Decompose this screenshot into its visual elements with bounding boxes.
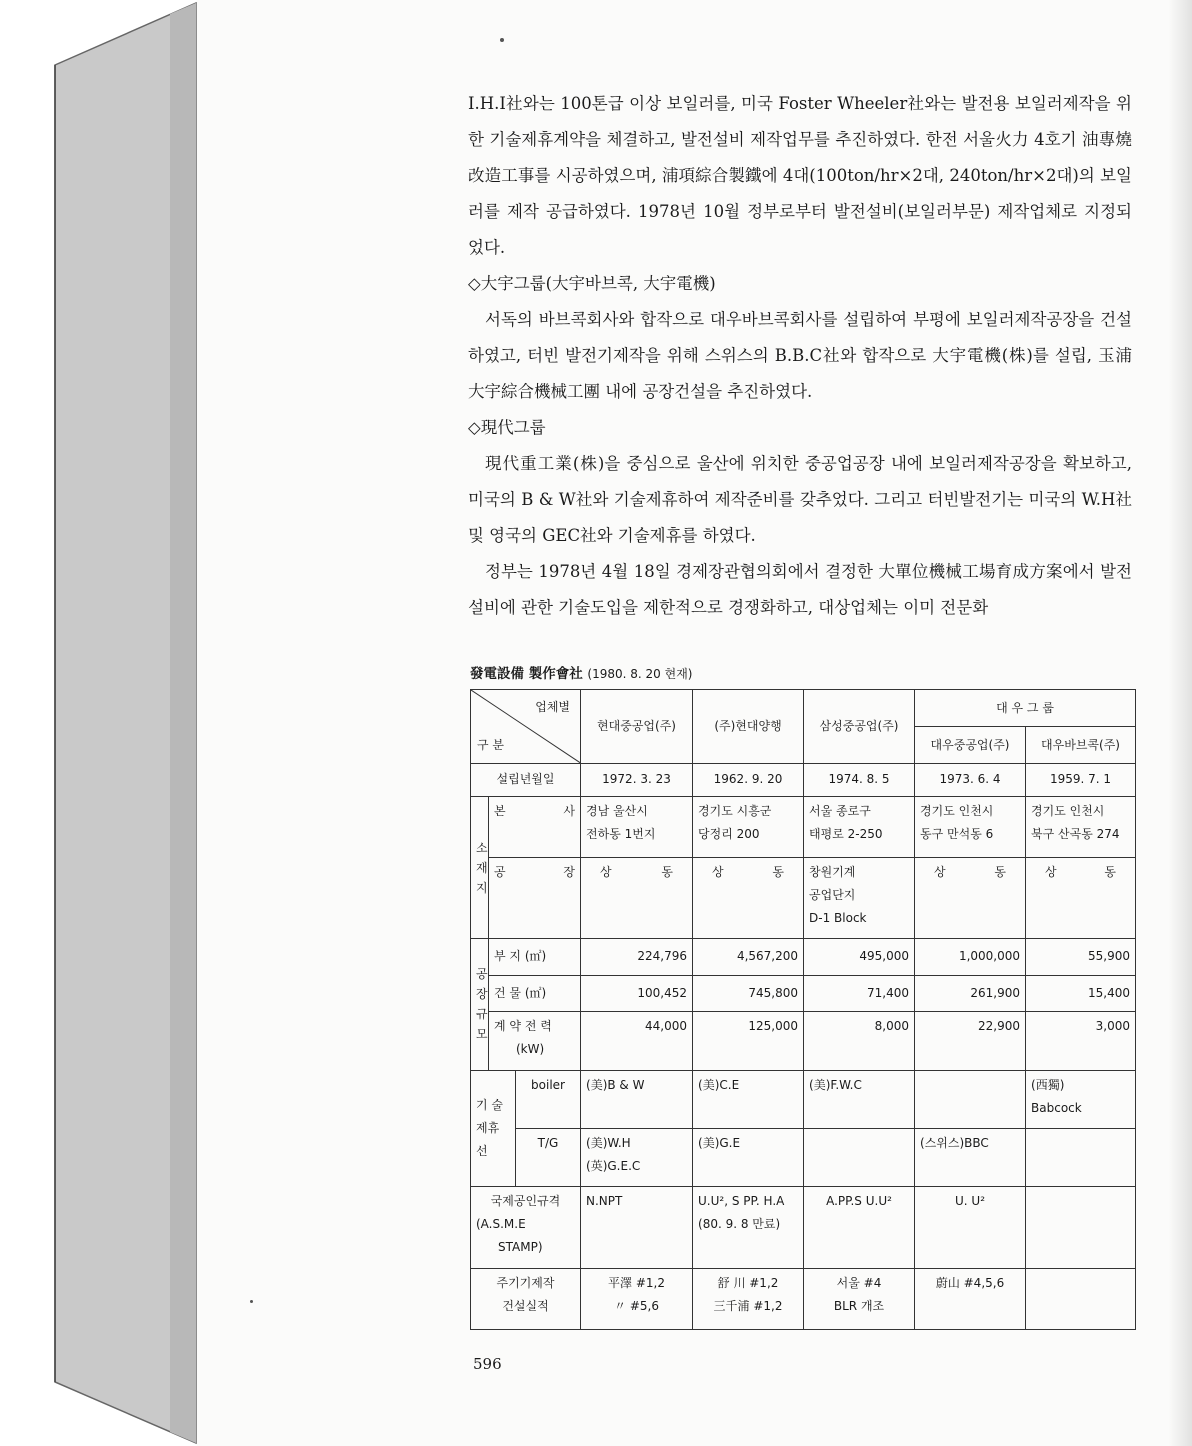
- tg-cell: [1026, 1129, 1136, 1187]
- building-cell: 745,800: [693, 975, 804, 1011]
- hq-cell: 경기도 시흥군 당정리 200: [693, 796, 804, 857]
- record-cell: 蔚山 #4,5,6: [915, 1269, 1026, 1330]
- building-cell: 261,900: [915, 975, 1026, 1011]
- factory-cell: 상 동: [1026, 857, 1136, 939]
- factory-cell: 상 동: [581, 857, 693, 939]
- intl-cell: U. U²: [915, 1186, 1026, 1269]
- tg-cell: (美)G.E: [693, 1129, 804, 1187]
- table-row: [471, 1070, 1136, 1129]
- tg-cell: (스위스)BBC: [915, 1129, 1026, 1187]
- site-cell: 495,000: [804, 939, 915, 975]
- power-label: 계 약 전 력 (kW): [489, 1011, 581, 1070]
- hq-cell: 경기도 인천시 동구 만석동 6: [915, 796, 1026, 857]
- col-samsung-heavy: 삼성중공업(주): [804, 690, 915, 764]
- site-cell: 55,900: [1026, 939, 1136, 975]
- boiler-cell: [915, 1070, 1026, 1129]
- hq-cell: 서울 종로구 태평로 2-250: [804, 796, 915, 857]
- tech-label: 기 술 제휴선: [471, 1070, 516, 1186]
- table-row: [471, 857, 1136, 939]
- power-cell: 8,000: [804, 1011, 915, 1070]
- speck: [250, 1300, 253, 1303]
- paragraph-4: 정부는 1978년 4월 18일 경제장관협의회에서 결정한 大單位機械工場育成方案에서 발전설비에 관한 기술도입을 제한적으로 경쟁화하고, 대상업체는 이미 전문화: [468, 562, 1132, 617]
- tg-cell: [804, 1129, 915, 1187]
- founded-cell: 1973. 6. 4: [915, 763, 1026, 796]
- boiler-cell: (美)B & W: [581, 1070, 693, 1129]
- table-row: [471, 939, 1136, 975]
- heading-daewoo: ◇大宇그룹(大宇바브콕, 大宇電機): [468, 274, 716, 293]
- founded-cell: 1974. 8. 5: [804, 763, 915, 796]
- table-row: [471, 1011, 1136, 1070]
- building-cell: 71,400: [804, 975, 915, 1011]
- founded-label: 설립년월일: [471, 763, 581, 796]
- table-row: [471, 1269, 1136, 1330]
- boiler-cell: (美)C.E: [693, 1070, 804, 1129]
- boiler-cell: (西獨) Babcock: [1026, 1070, 1136, 1129]
- col-hyundai-heavy: 현대중공업(주): [581, 690, 693, 764]
- header-category: 구 분: [477, 737, 504, 752]
- intl-cell: A.PP.S U.U²: [804, 1186, 915, 1269]
- record-cell: 서울 #4 BLR 개조: [804, 1269, 915, 1330]
- paragraph-3: 現代重工業(株)을 중심으로 울산에 위치한 중공업공장 내에 보일러제작공장을 확보하고, 미국의 B & W社와 기술제휴하여 제작준비를 갖추었다. 그리고 터빈발전기는 미국의 W.H社 및 영국의 GEC社와 기술제휴를 하였다.: [468, 454, 1132, 545]
- table-row: [471, 796, 1136, 857]
- record-cell: 舒 川 #1,2 三千浦 #1,2: [693, 1269, 804, 1330]
- site-cell: 1,000,000: [915, 939, 1026, 975]
- col-daewoo-heavy: 대우중공업(주): [915, 727, 1026, 763]
- power-cell: 22,900: [915, 1011, 1026, 1070]
- power-cell: 3,000: [1026, 1011, 1136, 1070]
- page-number: 596: [473, 1355, 502, 1373]
- hq-cell: 경기도 인천시 북구 산곡동 274: [1026, 796, 1136, 857]
- manufacturers-table: [470, 689, 1136, 1330]
- col-daewoo-babcock: 대우바브콕(주): [1026, 727, 1136, 763]
- tg-cell: (美)W.H (英)G.E.C: [581, 1129, 693, 1187]
- power-cell: 44,000: [581, 1011, 693, 1070]
- hq-label: 본 사: [489, 796, 581, 857]
- table-row: [471, 763, 1136, 796]
- tg-label: T/G: [516, 1129, 581, 1187]
- intl-cell: N.NPT: [581, 1186, 693, 1269]
- building-cell: 100,452: [581, 975, 693, 1011]
- header-diagonal-cell: [471, 690, 581, 764]
- site-cell: 4,567,200: [693, 939, 804, 975]
- table-row: [471, 690, 1136, 727]
- factory-label: 공 장: [489, 857, 581, 939]
- caption-title: 發電設備 製作會社: [470, 666, 583, 682]
- record-cell: [1026, 1269, 1136, 1330]
- speck: [500, 38, 504, 42]
- founded-cell: 1959. 7. 1: [1026, 763, 1136, 796]
- body-text: [468, 86, 1132, 626]
- site-label: 부 지 (㎡): [489, 939, 581, 975]
- intl-label: 국제공인규격 (A.S.M.E STAMP): [471, 1186, 581, 1269]
- header-company: 업체별: [535, 700, 571, 714]
- factory-cell: 창원기계 공업단지 D-1 Block: [804, 857, 915, 939]
- table-row: [471, 975, 1136, 1011]
- factory-cell: 상 동: [915, 857, 1026, 939]
- col-hyundai-yanghaeng: (주)현대양행: [693, 690, 804, 764]
- record-label: 주기기제작 건설실적: [471, 1269, 581, 1330]
- record-cell: 平澤 #1,2 〃 #5,6: [581, 1269, 693, 1330]
- founded-cell: 1972. 3. 23: [581, 763, 693, 796]
- building-cell: 15,400: [1026, 975, 1136, 1011]
- boiler-cell: (美)F.W.C: [804, 1070, 915, 1129]
- building-label: 건 물 (㎡): [489, 975, 581, 1011]
- location-label: 소재지: [471, 796, 489, 938]
- book-spine: [0, 0, 200, 1446]
- caption-note: (1980. 8. 20 현재): [587, 667, 693, 681]
- factory-cell: 상 동: [693, 857, 804, 939]
- table-caption: [470, 662, 692, 682]
- table-row: [471, 1186, 1136, 1269]
- boiler-label: boiler: [516, 1070, 581, 1129]
- col-daewoo-group: 대 우 그 룹: [915, 690, 1136, 727]
- scale-label: 공장규모: [471, 939, 489, 1070]
- power-cell: 125,000: [693, 1011, 804, 1070]
- paragraph-2: 서독의 바브콕회사와 합작으로 대우바브콕회사를 설립하여 부평에 보일러제작공장을 건설하였고, 터빈 발전기제작을 위해 스위스의 B.B.C社와 합작으로 大宇電機(株)를 설립, 玉浦大宇綜合機械工團 내에 공장건설을 추진하였다.: [468, 310, 1132, 401]
- heading-hyundai: ◇現代그룹: [468, 418, 546, 437]
- intl-cell: U.U², S PP. H.A (80. 9. 8 만료): [693, 1186, 804, 1269]
- hq-cell: 경남 울산시 전하동 1번지: [581, 796, 693, 857]
- page-edge-shadow: [1168, 0, 1192, 1446]
- paragraph-1: I.H.I社와는 100톤급 이상 보일러를, 미국 Foster Wheeler社와는 발전용 보일러제작을 위한 기술제휴계약을 체결하고, 발전설비 제작업무를 추진하였다. 한전 서울火力 4호기 油專燒改造工事를 시공하였으며, 浦項綜合製鐵에 4대(100ton/hr×2대, 240ton/hr×2대)의 보일러를 제작 공급하였다. 1978년 10월 정부로부터 발전설비(보일러부문) 제작업체로 지정되었다.: [468, 94, 1132, 257]
- site-cell: 224,796: [581, 939, 693, 975]
- founded-cell: 1962. 9. 20: [693, 763, 804, 796]
- intl-cell: [1026, 1186, 1136, 1269]
- table-row: [471, 1129, 1136, 1187]
